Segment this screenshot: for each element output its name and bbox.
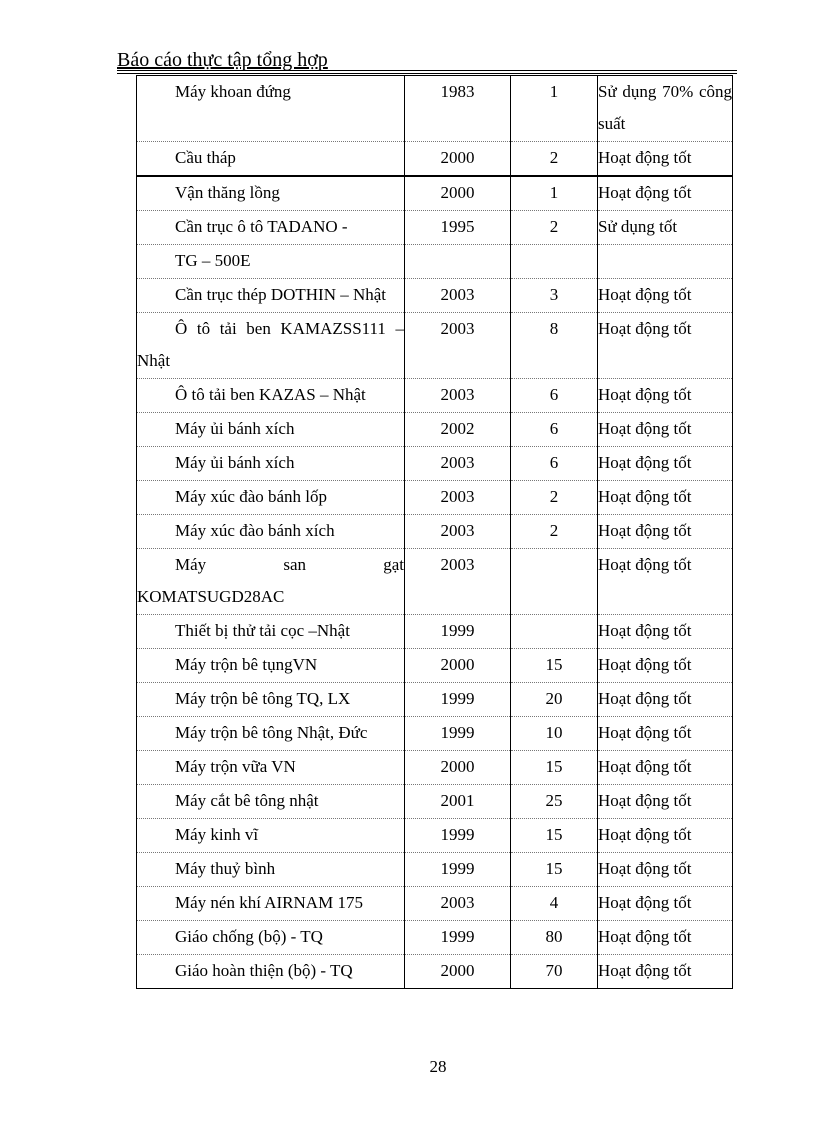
status-cell: Hoạt động tốt [598, 853, 733, 887]
status-cell: Hoạt động tốt [598, 481, 733, 515]
year-cell: 2003 [405, 481, 511, 515]
table-row [137, 245, 733, 279]
equipment-name: Máy nén khí AIRNAM 175 [175, 893, 363, 912]
equipment-name: Thiết bị thử tải cọc –Nhật [175, 621, 350, 640]
equipment-name: Máy ủi bánh xích [175, 419, 295, 438]
equipment-name: TG – 500E [175, 251, 251, 270]
year-cell: 1983 [405, 76, 511, 142]
year-cell: 2000 [405, 142, 511, 177]
table-row [137, 515, 733, 549]
equipment-name: Ô tô tải ben KAMAZSS111 – Nhật [137, 319, 404, 370]
year-cell: 2003 [405, 313, 511, 379]
equipment-name: Giáo hoàn thiện (bộ) - TQ [175, 961, 353, 980]
table-row [137, 751, 733, 785]
status-cell: Hoạt động tốt [598, 549, 733, 615]
table-row [137, 785, 733, 819]
quantity-cell: 1 [511, 76, 598, 142]
equipment-name: Máy thuỷ bình [175, 859, 276, 878]
year-cell: 2003 [405, 279, 511, 313]
status-cell [598, 245, 733, 279]
equipment-name: Vận thăng lồng [175, 183, 280, 202]
year-cell: 2003 [405, 379, 511, 413]
table-row [137, 379, 733, 413]
status-cell: Sử dụng tốt [598, 211, 733, 245]
status-cell: Hoạt động tốt [598, 515, 733, 549]
status-cell: Hoạt động tốt [598, 413, 733, 447]
table-row [137, 887, 733, 921]
status-cell: Hoạt động tốt [598, 819, 733, 853]
quantity-cell: 20 [511, 683, 598, 717]
quantity-cell: 6 [511, 447, 598, 481]
equipment-name-cell [137, 211, 405, 245]
equipment-name: Máy trộn bê tông TQ, LX [175, 689, 351, 708]
status-cell: Hoạt động tốt [598, 955, 733, 989]
table-row [137, 921, 733, 955]
page-number: 28 [429, 1057, 447, 1076]
year-cell: 1999 [405, 921, 511, 955]
page-header: Báo cáo thực tập tổng hợp [117, 49, 328, 71]
status-cell: Hoạt động tốt [598, 176, 733, 211]
status-cell: Hoạt động tốt [598, 683, 733, 717]
year-cell: 2001 [405, 785, 511, 819]
quantity-cell: 6 [511, 379, 598, 413]
table-row [137, 649, 733, 683]
equipment-name-cell [137, 413, 405, 447]
status-cell: Hoạt động tốt [598, 379, 733, 413]
status-cell: Hoạt động tốt [598, 649, 733, 683]
table-row [137, 615, 733, 649]
quantity-cell: 15 [511, 751, 598, 785]
table-row [137, 447, 733, 481]
equipment-name-cell [137, 515, 405, 549]
table-row [137, 481, 733, 515]
equipment-name-cell [137, 279, 405, 313]
year-cell: 1999 [405, 853, 511, 887]
equipment-name-cell [137, 549, 405, 615]
equipment-name: Cần trục thép DOTHIN – Nhật [175, 285, 387, 304]
table-row [137, 76, 733, 142]
equipment-name-cell [137, 853, 405, 887]
table-row [137, 683, 733, 717]
equipment-name-cell [137, 921, 405, 955]
year-cell: 1999 [405, 819, 511, 853]
year-cell: 2000 [405, 176, 511, 211]
equipment-name-cell [137, 751, 405, 785]
equipment-name-cell [137, 481, 405, 515]
equipment-name: Máy trộn vữa VN [175, 757, 296, 776]
year-cell [405, 245, 511, 279]
year-cell: 2000 [405, 649, 511, 683]
year-cell: 2000 [405, 955, 511, 989]
table-row [137, 549, 733, 615]
quantity-cell [511, 549, 598, 615]
table-row [137, 142, 733, 177]
year-cell: 2000 [405, 751, 511, 785]
equipment-name-cell [137, 245, 405, 279]
year-cell: 1999 [405, 683, 511, 717]
quantity-cell: 15 [511, 649, 598, 683]
status-cell: Hoạt động tốt [598, 751, 733, 785]
year-cell: 2003 [405, 887, 511, 921]
equipment-table-body [137, 76, 733, 989]
quantity-cell: 2 [511, 515, 598, 549]
status-cell: Hoạt động tốt [598, 921, 733, 955]
table-row [137, 955, 733, 989]
quantity-cell: 1 [511, 176, 598, 211]
equipment-name-cell [137, 887, 405, 921]
equipment-name-cell [137, 447, 405, 481]
quantity-cell: 80 [511, 921, 598, 955]
quantity-cell: 15 [511, 819, 598, 853]
equipment-name: Máy san gạt KOMATSUGD28AC [137, 555, 404, 606]
equipment-name: Máy xúc đào bánh lốp [175, 487, 328, 506]
quantity-cell: 3 [511, 279, 598, 313]
equipment-name: Giáo chống (bộ) - TQ [175, 927, 323, 946]
year-cell: 1999 [405, 717, 511, 751]
quantity-cell [511, 615, 598, 649]
quantity-cell: 4 [511, 887, 598, 921]
quantity-cell: 25 [511, 785, 598, 819]
equipment-name-cell [137, 142, 405, 177]
status-cell: Hoạt động tốt [598, 142, 733, 177]
quantity-cell: 2 [511, 481, 598, 515]
quantity-cell [511, 245, 598, 279]
equipment-name: Ô tô tải ben KAZAS – Nhật [175, 385, 366, 404]
table-row [137, 176, 733, 211]
equipment-name-cell [137, 717, 405, 751]
header-rule [117, 70, 737, 74]
equipment-name: Máy cắt bê tông nhật [175, 791, 319, 810]
equipment-name: Máy ủi bánh xích [175, 453, 295, 472]
equipment-name-cell [137, 683, 405, 717]
status-cell: Hoạt động tốt [598, 279, 733, 313]
equipment-name: Máy trộn bê tụngVN [175, 655, 318, 674]
quantity-cell: 6 [511, 413, 598, 447]
status-cell: Hoạt động tốt [598, 887, 733, 921]
equipment-name-cell [137, 76, 405, 142]
table-row [137, 211, 733, 245]
equipment-name: Máy trộn bê tông Nhật, Đức [175, 723, 368, 742]
equipment-name: Cầu tháp [175, 148, 236, 167]
status-cell: Hoạt động tốt [598, 313, 733, 379]
year-cell: 1995 [405, 211, 511, 245]
equipment-name: Máy kinh vĩ [175, 825, 259, 844]
year-cell: 1999 [405, 615, 511, 649]
quantity-cell: 2 [511, 211, 598, 245]
equipment-name-cell [137, 615, 405, 649]
quantity-cell: 10 [511, 717, 598, 751]
table-row [137, 313, 733, 379]
status-cell: Hoạt động tốt [598, 717, 733, 751]
status-cell: Sử dụng 70% công suất [598, 76, 733, 142]
equipment-name: Máy khoan đứng [175, 82, 291, 101]
quantity-cell: 2 [511, 142, 598, 177]
equipment-name-cell [137, 785, 405, 819]
equipment-name-cell [137, 819, 405, 853]
equipment-table [136, 75, 733, 989]
equipment-name: Cần trục ô tô TADANO - [175, 217, 348, 236]
table-row [137, 853, 733, 887]
table-row [137, 717, 733, 751]
year-cell: 2003 [405, 549, 511, 615]
status-cell: Hoạt động tốt [598, 615, 733, 649]
equipment-name-cell [137, 379, 405, 413]
status-cell: Hoạt động tốt [598, 447, 733, 481]
year-cell: 2003 [405, 515, 511, 549]
equipment-name-cell [137, 955, 405, 989]
equipment-name: Máy xúc đào bánh xích [175, 521, 335, 540]
quantity-cell: 70 [511, 955, 598, 989]
quantity-cell: 8 [511, 313, 598, 379]
table-row [137, 413, 733, 447]
equipment-name-cell [137, 649, 405, 683]
equipment-name-cell [137, 313, 405, 379]
status-cell: Hoạt động tốt [598, 785, 733, 819]
equipment-name-cell [137, 176, 405, 211]
table-row [137, 819, 733, 853]
table-row [137, 279, 733, 313]
year-cell: 2003 [405, 447, 511, 481]
quantity-cell: 15 [511, 853, 598, 887]
year-cell: 2002 [405, 413, 511, 447]
